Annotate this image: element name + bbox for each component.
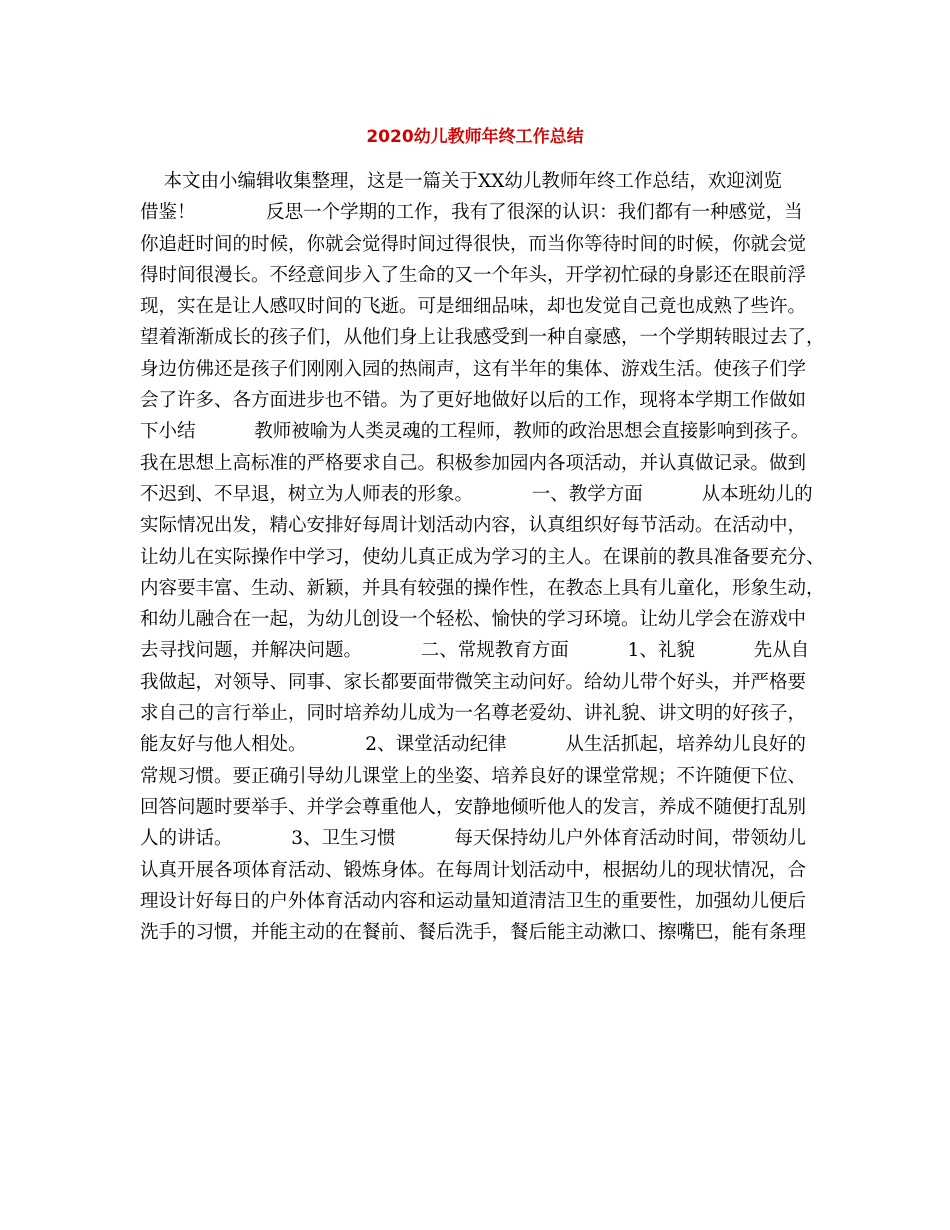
body-line: 内容要丰富、生动、新颖，并具有较强的操作性，在教态上具有儿童化，形象生动， [140, 577, 825, 599]
body-line: 现，实在是让人感叹时间的飞逝。可是细细品味，却也发觉自己竟也成熟了些许。 [140, 296, 807, 318]
body-line: 洗手的习惯，并能主动的在餐前、餐后洗手，餐后能主动漱口、擦嘴巴，能有条理 [140, 922, 807, 944]
body-line: 得时间很漫长。不经意间步入了生命的又一个年头，开学初忙碌的身影还在眼前浮 [140, 264, 807, 286]
body-line: 身边仿佛还是孩子们刚刚入园的热闹声，这有半年的集体、游戏生活。使孩子们学 [140, 358, 807, 380]
body-line: 让幼儿在实际操作中学习，使幼儿真正成为学习的主人。在课前的教具准备要充分、 [140, 546, 825, 568]
body-line: 求自己的言行举止，同时培养幼儿成为一名尊老爱幼、讲礼貌、讲文明的好孩子， [140, 703, 807, 725]
body-line: 理设计好每日的户外体育活动内容和运动量知道清洁卫生的重要性，加强幼儿便后 [140, 890, 807, 912]
body-line: 人的讲话。 3、卫生习惯 每天保持幼儿户外体育活动时间，带领幼儿 [140, 828, 806, 850]
body-line: 下小结 教师被喻为人类灵魂的工程师，教师的政治思想会直接影响到孩子。 [140, 421, 810, 443]
body-line: 我做起，对领导、同事、家长都要面带微笑主动问好。给幼儿带个好头，并严格要 [140, 671, 807, 693]
body-line: 去寻找问题，并解决问题。 二、常规教育方面 1、礼貌 先从自 [140, 640, 810, 662]
body-line: 常规习惯。要正确引导幼儿课堂上的坐姿、培养良好的课堂常规；不许随便下位、 [140, 765, 807, 787]
body-line: 和幼儿融合在一起，为幼儿创设一个轻松、愉快的学习环境。让幼儿学会在游戏中 [140, 609, 807, 631]
body-line: 认真开展各项体育活动、锻炼身体。在每周计划活动中，根据幼儿的现状情况，合 [140, 859, 807, 881]
body-line: 借鉴！ 反思一个学期的工作，我有了很深的认识：我们都有一种感觉，当 [140, 202, 803, 224]
document-title: 2020幼儿教师年终工作总结 [366, 127, 584, 147]
document-body [140, 166, 825, 948]
body-line: 你追赶时间的时候，你就会觉得时间过得很快，而当你等待时间的时候，你就会觉 [140, 233, 807, 255]
body-line: 能友好与他人相处。 2、课堂活动纪律 从生活抓起，培养幼儿良好的 [140, 734, 806, 756]
body-line: 会了许多、各方面进步也不错。为了更好地做好以后的工作，现将本学期工作做如 [140, 390, 807, 412]
body-line: 本文由小编辑收集整理，这是一篇关于XX幼儿教师年终工作总结，欢迎浏览 [140, 171, 782, 192]
body-line: 我在思想上高标准的严格要求自己。积极参加园内各项活动，并认真做记录。做到 [140, 452, 807, 474]
body-line: 回答问题时要举手、并学会尊重他人，安静地倾听他人的发言，养成不随便打乱别 [140, 796, 807, 818]
body-line: 望着渐渐成长的孩子们，从他们身上让我感受到一种自豪感，一个学期转眼过去了， [140, 327, 825, 349]
body-line: 实际情况出发，精心安排好每周计划活动内容，认真组织好每节活动。在活动中， [140, 515, 807, 537]
body-line: 不迟到、不早退，树立为人师表的形象。 一、教学方面 从本班幼儿的 [140, 483, 813, 505]
